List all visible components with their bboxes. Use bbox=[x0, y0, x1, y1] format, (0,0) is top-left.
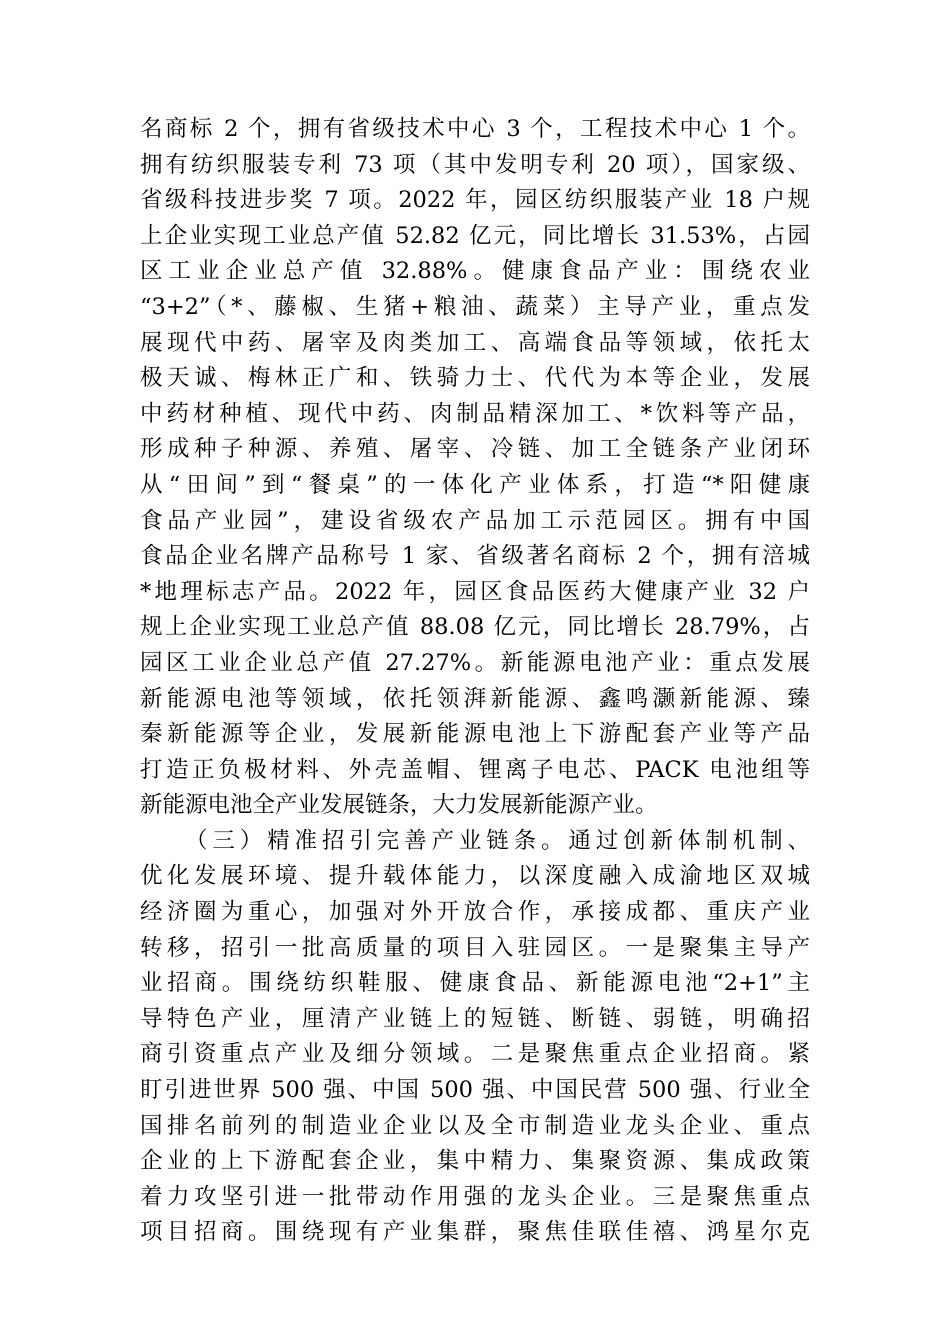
text-line: *地理标志产品。2022 年，园区食品医药大健康产业 32 户 bbox=[140, 578, 810, 605]
text-line: 极天诚、梅林正广和、铁骑力士、代代为本等企业，发展 bbox=[140, 365, 810, 392]
text-line: 秦新能源等企业，发展新能源电池上下游配套产业等产品 bbox=[140, 721, 810, 748]
text-line: 企业的上下游配套企业，集中精力、集聚资源、集成政策 bbox=[140, 1148, 810, 1175]
text-line: 着力攻坚引进一批带动作用强的龙头企业。三是聚焦重点 bbox=[140, 1183, 810, 1210]
text-line: 盯引进世界 500 强、中国 500 强、中国民营 500 强、行业全 bbox=[140, 1077, 810, 1104]
text-line: 中药材种植、现代中药、肉制品精深加工、*饮料等产品， bbox=[140, 400, 810, 427]
paragraph-last-line: 新能源电池全产业发展链条，大力发展新能源产业。 bbox=[140, 792, 658, 819]
text-line: 名商标 2 个，拥有省级技术中心 3 个，工程技术中心 1 个。 bbox=[140, 116, 810, 142]
text-line: “3+2”（*、藤椒、生猪+粮油、蔬菜）主导产业，重点发 bbox=[140, 293, 810, 320]
text-line: 新能源电池等领域，依托领湃新能源、鑫鸣灏新能源、臻 bbox=[140, 685, 810, 712]
text-line: 优化发展环境、提升载体能力，以深度融入成渝地区双城 bbox=[140, 863, 810, 890]
text-line: 国排名前列的制造业企业以及全市制造业龙头企业、重点 bbox=[140, 1112, 810, 1139]
text-line: 规上企业实现工业总产值 88.08 亿元，同比增长 28.79%，占 bbox=[140, 614, 810, 641]
body-text bbox=[140, 112, 810, 1251]
section-heading-line: （三）精准招引完善产业链条。通过创新体制机制、 bbox=[185, 827, 810, 854]
text-line: 上企业实现工业总产值 52.82 亿元，同比增长 31.53%，占园 bbox=[140, 222, 810, 249]
text-line: 形成种子种源、养殖、屠宰、冷链、加工全链条产业闭环 bbox=[140, 436, 810, 463]
text-line: 打造正负极材料、外壳盖帽、锂离子电芯、PACK 电池组等 bbox=[140, 756, 810, 783]
text-line: 业招商。围绕纺织鞋服、健康食品、新能源电池“2+1”主 bbox=[140, 970, 810, 997]
text-line: 食品企业名牌产品称号 1 家、省级著名商标 2 个，拥有涪城 bbox=[140, 543, 810, 570]
text-line: 导特色产业，厘清产业链上的短链、断链、弱链，明确招 bbox=[140, 1005, 810, 1032]
text-line: 省级科技进步奖 7 项。2022 年，园区纺织服装产业 18 户规 bbox=[140, 187, 810, 214]
text-line: 展现代中药、屠宰及肉类加工、高端食品等领域，依托太 bbox=[140, 329, 810, 356]
text-line: 商引资重点产业及细分领域。二是聚焦重点企业招商。紧 bbox=[140, 1041, 810, 1068]
text-line: 食品产业园”，建设省级农产品加工示范园区。拥有中国 bbox=[140, 507, 810, 534]
text-line: 从“田间”到“餐桌”的一体化产业体系，打造“*阳健康 bbox=[140, 471, 810, 498]
text-line: 拥有纺织服装专利 73 项（其中发明专利 20 项），国家级、 bbox=[140, 151, 810, 178]
text-line: 项目招商。围绕现有产业集群，聚焦佳联佳禧、鸿星尔克 bbox=[140, 1219, 810, 1246]
text-line: 区工业企业总产值 32.88%。健康食品产业：围绕农业 bbox=[140, 258, 810, 285]
text-line: 经济圈为重心，加强对外开放合作，承接成都、重庆产业 bbox=[140, 899, 810, 926]
text-line: 转移，招引一批高质量的项目入驻园区。一是聚集主导产 bbox=[140, 934, 810, 961]
text-line: 园区工业企业总产值 27.27%。新能源电池产业：重点发展 bbox=[140, 649, 810, 676]
